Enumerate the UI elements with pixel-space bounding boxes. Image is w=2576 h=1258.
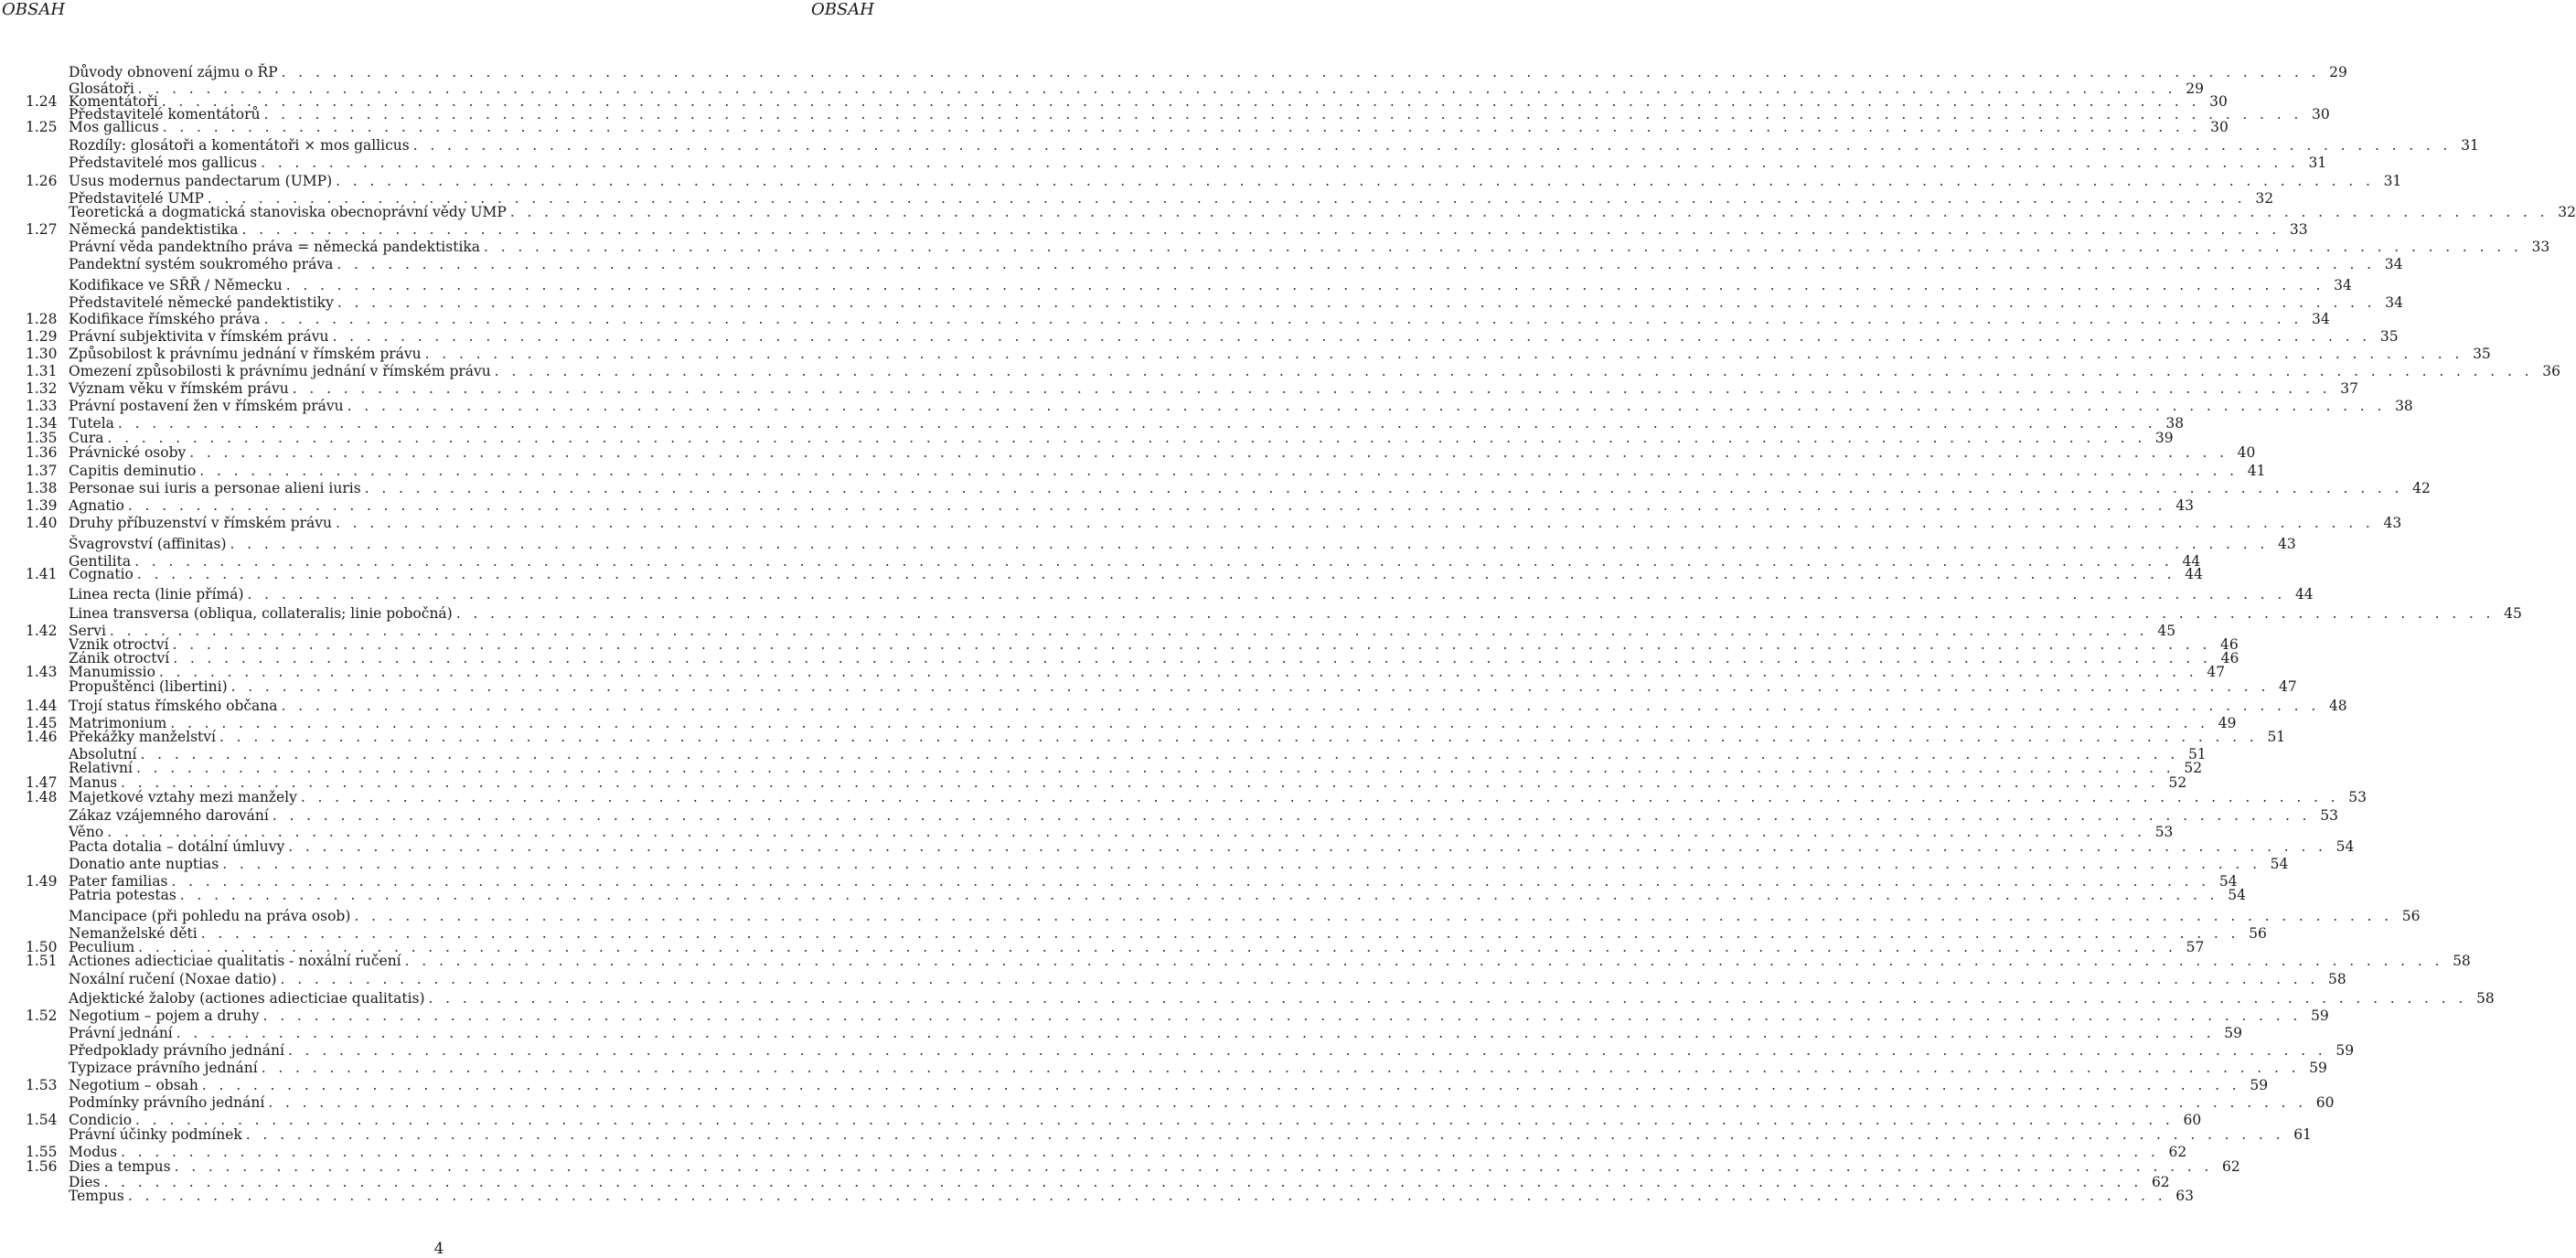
- dot-leader: . . . . . . . . . . . . . . . . . . . . . . . . . . . . . . . . . . . . . . . . . . . . . . . . . . . . . . . . . . . . . . . . . . . . . . . . . . . . . . . . . . . . . . . . . . . . . . . . . . . . . . . . . . . . . . . . . . . . . . . .: [300, 789, 2340, 805]
- toc-entry[interactable]: [26, 807, 2338, 824]
- toc-entry-page: 48: [2328, 698, 2347, 714]
- dot-leader: . . . . . . . . . . . . . . . . . . . . . . . . . . . . . . . . . . . . . . . . . . . . . . . . . . . . . . . . . . . . . . . . . . . . . . . . . . . . . . . . . . . . . . . . . . . . . . . . . . . . . . . . . . . . . . . . . . . . . . . .: [138, 939, 2177, 955]
- dot-leader: . . . . . . . . . . . . . . . . . . . . . . . . . . . . . . . . . . . . . . . . . . . . . . . . . . . . . . . . . . . . . . . . . . . . . . . . . . . . . . . . . . . . . . . . . . . . . . . . . . . . . . . . . . . . . . . . . . . . . . . .: [288, 838, 2327, 855]
- toc-entry-title: Majetkové vztahy mezi manžely: [69, 789, 297, 805]
- toc-entry[interactable]: [26, 908, 2421, 924]
- toc-entry-title: Glosátoři: [69, 80, 134, 97]
- toc-entry-page: 62: [2168, 1144, 2187, 1160]
- toc-entry-title: Tutela: [69, 415, 114, 432]
- toc-entry-page: 29: [2329, 64, 2347, 80]
- toc-entry-title: Noxální ručení (Noxae datio): [69, 971, 277, 987]
- toc-entry-title: Právní věda pandektního práva = německá pandektistika: [69, 239, 481, 255]
- toc-entry[interactable]: [26, 497, 2195, 514]
- toc-entry-title: Servi: [69, 623, 106, 639]
- toc-entry-page: 59: [2336, 1042, 2355, 1059]
- toc-entry-title: Vznik otroctví: [69, 636, 169, 653]
- toc-entry[interactable]: [26, 398, 2413, 414]
- toc-entry-title: Capitis deminutio: [69, 463, 197, 479]
- toc-entry-title: Usus modernus pandectarum (UMP): [69, 173, 333, 189]
- dot-leader: . . . . . . . . . . . . . . . . . . . . . . . . . . . . . . . . . . . . . . . . . . . . . . . . . . . . . . . . . . . . . . . . . . . . . . . . . . . . . . . . . . . . . . . . . . . . . . . . . . . . . . . . . . . . . . . . . . . . . . . .: [404, 953, 2443, 969]
- toc-entry-title: Omezení způsobilosti k právnímu jednání v římském právu: [69, 363, 491, 379]
- toc-entry-page: 33: [2289, 221, 2308, 238]
- toc-entry-page: 59: [2309, 1060, 2327, 1076]
- toc-entry-number: 1.54: [26, 1112, 58, 1128]
- dot-leader: . . . . . . . . . . . . . . . . . . . . . . . . . . . . . . . . . . . . . . . . . . . . . . . . . . . . . . . . . . . . . . . . . . . . . . . . . . . . . . . . . . . . . . . . . . . . . . . . . . . . . . . . . . . . . . . . . . . . . . . .: [261, 1060, 2300, 1076]
- toc-entry-title: Condicio: [69, 1112, 133, 1128]
- dot-leader: . . . . . . . . . . . . . . . . . . . . . . . . . . . . . . . . . . . . . . . . . . . . . . . . . . . . . . . . . . . . . . . . . . . . . . . . . . . . . . . . . . . . . . . . . . . . . . . . . . . . . . . . . . . . . . . . . . . . . . . .: [109, 623, 2149, 639]
- dot-leader: . . . . . . . . . . . . . . . . . . . . . . . . . . . . . . . . . . . . . . . . . . . . . . . . . . . . . . . . . . . . . . . . . . . . . . . . . . . . . . . . . . . . . . . . . . . . . . . . . . . . . . . . . . . . . . . . . . . . . . . .: [245, 1126, 2284, 1143]
- toc-entry[interactable]: [26, 463, 2266, 479]
- toc-entry-title: Linea recta (linie přímá): [69, 586, 244, 602]
- toc-entry[interactable]: [26, 277, 2352, 293]
- toc-entry-title: Modus: [69, 1144, 118, 1160]
- toc-entry[interactable]: [26, 204, 2576, 220]
- dot-leader: . . . . . . . . . . . . . . . . . . . . . . . . . . . . . . . . . . . . . . . . . . . . . . . . . . . . . . . . . . . . . . . . . . . . . . . . . . . . . . . . . . . . . . . . . . . . . . . . . . . . . . . . . . . . . . . . . . . . . . . .: [230, 678, 2270, 695]
- toc-entry-number: 1.24: [26, 93, 58, 110]
- dot-leader: . . . . . . . . . . . . . . . . . . . . . . . . . . . . . . . . . . . . . . . . . . . . . . . . . . . . . . . . . . . . . . . . . . . . . . . . . . . . . . . . . . . . . . . . . . . . . . . . . . . . . . . . . . . . . . . . . . . . . . . .: [176, 1025, 2215, 1041]
- toc-entry[interactable]: [26, 444, 2256, 461]
- dot-leader: . . . . . . . . . . . . . . . . . . . . . . . . . . . . . . . . . . . . . . . . . . . . . . . . . . . . . . . . . . . . . . . . . . . . . . . . . . . . . . . . . . . . . . . . . . . . . . . . . . . . . . . . . . . . . . . . . . . . . . . .: [281, 698, 2320, 714]
- toc-entry[interactable]: [26, 729, 2286, 745]
- toc-entry-title: Manumissio: [69, 664, 155, 680]
- dot-leader: . . . . . . . . . . . . . . . . . . . . . . . . . . . . . . . . . . . . . . . . . . . . . . . . . . . . . . . . . . . . . . . . . . . . . . . . . . . . . . . . . . . . . . . . . . . . . . . . . . . . . . . . . . . . . . . . . . . . . . . .: [170, 715, 2209, 731]
- header-right: OBSAH: [810, 0, 874, 19]
- toc-entry-title: Právní jednání: [69, 1025, 173, 1041]
- dot-leader: . . . . . . . . . . . . . . . . . . . . . . . . . . . . . . . . . . . . . . . . . . . . . . . . . . . . . . . . . . . . . . . . . . . . . . . . . . . . . . . . . . . . . . . . . . . . . . . . . . . . . . . . . . . . . . . . . . . . . . . .: [263, 106, 2303, 123]
- toc-entry-title: Pacta dotalia – dotální úmluvy: [69, 838, 285, 855]
- toc-entry-page: 44: [2294, 586, 2314, 602]
- dot-leader: . . . . . . . . . . . . . . . . . . . . . . . . . . . . . . . . . . . . . . . . . . . . . . . . . . . . . . . . . . . . . . . . . . . . . . . . . . . . . . . . . . . . . . . . . . . . . . . . . . . . . . . . . . . . . . . . . . . . . . . .: [336, 173, 2375, 189]
- toc-entry[interactable]: [26, 363, 2560, 379]
- toc-entry-page: 53: [2348, 789, 2368, 805]
- toc-entry-title: Právní postavení žen v římském právu: [69, 398, 344, 414]
- dot-leader: . . . . . . . . . . . . . . . . . . . . . . . . . . . . . . . . . . . . . . . . . . . . . . . . . . . . . . . . . . . . . . . . . . . . . . . . . . . . . . . . . . . . . . . . . . . . . . . . . . . . . . . . . . . . . . . . . . . . . . . .: [332, 328, 2371, 345]
- toc-entry-title: Propuštěnci (libertini): [69, 678, 228, 695]
- toc-entry-title: Peculium: [69, 939, 135, 955]
- toc-entry-title: Cognatio: [69, 566, 134, 582]
- toc-entry-page: 32: [2558, 204, 2576, 220]
- dot-leader: . . . . . . . . . . . . . . . . . . . . . . . . . . . . . . . . . . . . . . . . . . . . . . . . . . . . . . . . . . . . . . . . . . . . . . . . . . . . . . . . . . . . . . . . . . . . . . . . . . . . . . . . . . . . . . . . . . . . . . . .: [137, 80, 2176, 97]
- toc-entry-page: 56: [2249, 925, 2267, 942]
- toc-entry-number: 1.26: [26, 173, 58, 189]
- toc-entry[interactable]: [26, 605, 2522, 622]
- toc-entry-title: Rozdíly: glosátoři a komentátoři × mos gallicus: [69, 137, 410, 154]
- toc-entry-number: 1.31: [26, 363, 58, 379]
- toc-entry-title: Negotium – pojem a druhy: [69, 1007, 260, 1024]
- toc-entry-title: Právní účinky podmínek: [69, 1126, 242, 1143]
- dot-leader: . . . . . . . . . . . . . . . . . . . . . . . . . . . . . . . . . . . . . . . . . . . . . . . . . . . . . . . . . . . . . . . . . . . . . . . . . . . . . . . . . . . . . . . . . . . . . . . . . . . . . . . . . . . . . . . . . . . . . . . .: [135, 1112, 2175, 1128]
- toc-entry-number: 1.44: [26, 698, 58, 714]
- toc-entry-title: Švagrovství (affinitas): [69, 536, 227, 552]
- dot-leader: . . . . . . . . . . . . . . . . . . . . . . . . . . . . . . . . . . . . . . . . . . . . . . . . . . . . . . . . . . . . . . . . . . . . . . . . . . . . . . . . . . . . . . . . . . . . . . . . . . . . . . . . . . . . . . . . . . . . . . . .: [494, 363, 2533, 379]
- toc-entry-number: 1.32: [26, 380, 58, 397]
- toc-entry-number: 1.49: [26, 873, 58, 890]
- toc-entry-number: 1.42: [26, 623, 58, 639]
- toc-entry-number: 1.34: [26, 415, 58, 432]
- dot-leader: . . . . . . . . . . . . . . . . . . . . . . . . . . . . . . . . . . . . . . . . . . . . . . . . . . . . . . . . . . . . . . . . . . . . . . . . . . . . . . . . . . . . . . . . . . . . . . . . . . . . . . . . . . . . . . . . . . . . . . . .: [173, 650, 2212, 666]
- toc-entry-title: Linea transversa (obliqua, collateralis; linie pobočná): [69, 605, 453, 622]
- toc-entry-number: 1.29: [26, 328, 58, 345]
- dot-leader: . . . . . . . . . . . . . . . . . . . . . . . . . . . . . . . . . . . . . . . . . . . . . . . . . . . . . . . . . . . . . . . . . . . . . . . . . . . . . . . . . . . . . . . . . . . . . . . . . . . . . . . . . . . . . . . . . . . . . . . .: [287, 1042, 2327, 1059]
- toc-entry-number: 1.53: [26, 1077, 58, 1093]
- dot-leader: . . . . . . . . . . . . . . . . . . . . . . . . . . . . . . . . . . . . . . . . . . . . . . . . . . . . . . . . . . . . . . . . . . . . . . . . . . . . . . . . . . . . . . . . . . . . . . . . . . . . . . . . . . . . . . . . . . . . . . . .: [199, 463, 2239, 479]
- toc-entry-title: Kodifikace římského práva: [69, 311, 261, 327]
- dot-leader: . . . . . . . . . . . . . . . . . . . . . . . . . . . . . . . . . . . . . . . . . . . . . . . . . . . . . . . . . . . . . . . . . . . . . . . . . . . . . . . . . . . . . . . . . . . . . . . . . . . . . . . . . . . . . . . . . . . . . . . .: [347, 398, 2386, 414]
- toc-entry[interactable]: [26, 1007, 2329, 1024]
- toc-entry-page: 54: [2336, 838, 2355, 855]
- toc-entry-title: Gentilita: [69, 553, 132, 570]
- toc-entry-title: Zákaz vzájemného darování: [69, 807, 269, 824]
- dot-leader: . . . . . . . . . . . . . . . . . . . . . . . . . . . . . . . . . . . . . . . . . . . . . . . . . . . . . . . . . . . . . . . . . . . . . . . . . . . . . . . . . . . . . . . . . . . . . . . . . . . . . . . . . . . . . . . . . . . . . . . .: [247, 586, 2286, 602]
- toc-entry-title: Představitelé německé pandektistiky: [69, 294, 334, 311]
- toc-entry-page: 30: [2210, 119, 2229, 135]
- toc-entry-page: 42: [2412, 480, 2431, 496]
- dot-leader: . . . . . . . . . . . . . . . . . . . . . . . . . . . . . . . . . . . . . . . . . . . . . . . . . . . . . . . . . . . . . . . . . . . . . . . . . . . . . . . . . . . . . . . . . . . . . . . . . . . . . . . . . . . . . . . . . . . . . . . .: [455, 605, 2495, 622]
- toc-entry-page: 41: [2247, 463, 2266, 479]
- toc-entry[interactable]: [26, 173, 2402, 189]
- toc-entry-title: Actiones adiecticiae qualitatis - noxální ručení: [69, 953, 401, 969]
- toc-entry-title: Překážky manželství: [69, 729, 217, 745]
- toc-entry-number: 1.52: [26, 1007, 58, 1024]
- toc-entry-page: 59: [2250, 1077, 2269, 1093]
- toc-entry[interactable]: [26, 328, 2399, 345]
- toc-entry-title: Manus: [69, 774, 118, 791]
- toc-entry-page: 45: [2157, 623, 2176, 639]
- toc-entry-number: 1.48: [26, 789, 58, 805]
- toc-entry-number: 1.46: [26, 729, 58, 745]
- toc-entry-title: Adjektické žaloby (actiones adiecticiae qualitatis): [69, 990, 425, 1007]
- toc-entry-page: 45: [2504, 605, 2522, 622]
- toc-entry[interactable]: [26, 566, 2204, 582]
- toc-entry-page: 47: [2207, 664, 2226, 680]
- toc-entry-title: Patria potestas: [69, 887, 176, 903]
- toc-entry-page: 62: [2151, 1174, 2170, 1190]
- dot-leader: . . . . . . . . . . . . . . . . . . . . . . . . . . . . . . . . . . . . . . . . . . . . . . . . . . . . . . . . . . . . . . . . . . . . . . . . . . . . . . . . . . . . . . . . . . . . . . . . . . . . . . . . . . . . . . . . . . . . . . . .: [200, 925, 2239, 942]
- toc-entry-number: 1.27: [26, 221, 58, 238]
- dot-leader: . . . . . . . . . . . . . . . . . . . . . . . . . . . . . . . . . . . . . . . . . . . . . . . . . . . . . . . . . . . . . . . . . . . . . . . . . . . . . . . . . . . . . . . . . . . . . . . . . . . . . . . . . . . . . . . . . . . . . . . .: [117, 415, 2157, 432]
- toc-entry-title: Představitelé mos gallicus: [69, 155, 258, 171]
- toc-entry[interactable]: [26, 1025, 2242, 1041]
- dot-leader: . . . . . . . . . . . . . . . . . . . . . . . . . . . . . . . . . . . . . . . . . . . . . . . . . . . . . . . . . . . . . . . . . . . . . . . . . . . . . . . . . . . . . . . . . . . . . . . . . . . . . . . . . . . . . . . . . . . . . . . .: [174, 1158, 2213, 1175]
- dot-leader: . . . . . . . . . . . . . . . . . . . . . . . . . . . . . . . . . . . . . . . . . . . . . . . . . . . . . . . . . . . . . . . . . . . . . . . . . . . . . . . . . . . . . . . . . . . . . . . . . . . . . . . . . . . . . . . . . . . . . . . .: [201, 1077, 2241, 1093]
- toc-entry-page: 34: [2384, 256, 2403, 272]
- toc-entry-number: 1.55: [26, 1144, 58, 1160]
- toc-entry-title: Personae sui iuris a personae alieni iuris: [69, 480, 361, 496]
- toc-entry-title: Typizace právního jednání: [69, 1060, 258, 1076]
- toc-entry-page: 62: [2222, 1158, 2240, 1175]
- toc-entry[interactable]: [26, 155, 2327, 171]
- toc-entry-page: 29: [2186, 80, 2204, 97]
- toc-entry-number: 1.45: [26, 715, 58, 731]
- toc-entry-page: 46: [2219, 636, 2239, 653]
- toc-entry-title: Tempus: [69, 1188, 124, 1204]
- toc-entry[interactable]: [26, 119, 2229, 135]
- toc-entry-page: 35: [2379, 328, 2399, 345]
- dot-leader: . . . . . . . . . . . . . . . . . . . . . . . . . . . . . . . . . . . . . . . . . . . . . . . . . . . . . . . . . . . . . . . . . . . . . . . . . . . . . . . . . . . . . . . . . . . . . . . . . . . . . . . . . . . . . . . . . . . . . . . .: [484, 239, 2523, 255]
- toc-entry-number: 1.43: [26, 664, 58, 680]
- toc-entry[interactable]: [26, 1126, 2312, 1143]
- toc-entry-page: 58: [2328, 971, 2346, 987]
- toc-entry[interactable]: [26, 380, 2358, 397]
- toc-entry[interactable]: [26, 586, 2314, 602]
- dot-leader: . . . . . . . . . . . . . . . . . . . . . . . . . . . . . . . . . . . . . . . . . . . . . . . . . . . . . . . . . . . . . . . . . . . . . . . . . . . . . . . . . . . . . . . . . . . . . . . . . . . . . . . . . . . . . . . . . . . . . . . .: [127, 497, 2167, 514]
- toc-entry-title: Agnatio: [69, 497, 124, 514]
- toc-entry-number: 1.33: [26, 398, 58, 414]
- dot-leader: . . . . . . . . . . . . . . . . . . . . . . . . . . . . . . . . . . . . . . . . . . . . . . . . . . . . . . . . . . . . . . . . . . . . . . . . . . . . . . . . . . . . . . . . . . . . . . . . . . . . . . . . . . . . . . . . . . . . . . . .: [103, 1174, 2143, 1190]
- toc-entry[interactable]: [26, 256, 2403, 272]
- toc-entry[interactable]: [26, 698, 2347, 714]
- toc-entry[interactable]: [26, 346, 2491, 362]
- toc-entry[interactable]: [26, 838, 2355, 855]
- toc-entry-title: Právnické osoby: [69, 444, 187, 461]
- toc-entry-number: 1.51: [26, 953, 58, 969]
- dot-leader: . . . . . . . . . . . . . . . . . . . . . . . . . . . . . . . . . . . . . . . . . . . . . . . . . . . . . . . . . . . . . . . . . . . . . . . . . . . . . . . . . . . . . . . . . . . . . . . . . . . . . . . . . . . . . . . . . . . . . . . .: [262, 1007, 2302, 1024]
- dot-leader: . . . . . . . . . . . . . . . . . . . . . . . . . . . . . . . . . . . . . . . . . . . . . . . . . . . . . . . . . . . . . . . . . . . . . . . . . . . . . . . . . . . . . . . . . . . . . . . . . . . . . . . . . . . . . . . . . . . . . . . .: [336, 515, 2375, 531]
- dot-leader: . . . . . . . . . . . . . . . . . . . . . . . . . . . . . . . . . . . . . . . . . . . . . . . . . . . . . . . . . . . . . . . . . . . . . . . . . . . . . . . . . . . . . . . . . . . . . . . . . . . . . . . . . . . . . . . . . . . . . . . .: [140, 746, 2179, 762]
- toc-entry-title: Cura: [69, 430, 104, 446]
- toc-entry[interactable]: [26, 515, 2402, 531]
- toc-entry[interactable]: [26, 1077, 2269, 1093]
- toc-entry-number: 1.47: [26, 774, 58, 791]
- dot-leader: . . . . . . . . . . . . . . . . . . . . . . . . . . . . . . . . . . . . . . . . . . . . . . . . . . . . . . . . . . . . . . . . . . . . . . . . . . . . . . . . . . . . . . . . . . . . . . . . . . . . . . . . . . . . . . . . . . . . . . . .: [136, 566, 2176, 582]
- dot-leader: . . . . . . . . . . . . . . . . . . . . . . . . . . . . . . . . . . . . . . . . . . . . . . . . . . . . . . . . . . . . . . . . . . . . . . . . . . . . . . . . . . . . . . . . . . . . . . . . . . . . . . . . . . . . . . . . . . . . . . . .: [281, 64, 2320, 80]
- toc-entry-number: 1.50: [26, 939, 58, 955]
- toc-entry-title: Představitelé UMP: [69, 190, 204, 207]
- toc-entry-page: 58: [2453, 953, 2471, 969]
- toc-entry-page: 33: [2531, 239, 2550, 255]
- toc-entry-title: Představitelé komentátorů: [69, 106, 261, 123]
- toc-entry-page: 60: [2183, 1112, 2202, 1128]
- toc-entry-title: Kodifikace ve SŘŘ / Německu: [69, 277, 283, 293]
- dot-leader: . . . . . . . . . . . . . . . . . . . . . . . . . . . . . . . . . . . . . . . . . . . . . . . . . . . . . . . . . . . . . . . . . . . . . . . . . . . . . . . . . . . . . . . . . . . . . . . . . . . . . . . . . . . . . . . . . . . . . . . .: [107, 430, 2146, 446]
- dot-leader: . . . . . . . . . . . . . . . . . . . . . . . . . . . . . . . . . . . . . . . . . . . . . . . . . . . . . . . . . . . . . . . . . . . . . . . . . . . . . . . . . . . . . . . . . . . . . . . . . . . . . . . . . . . . . . . . . . . . . . . .: [263, 311, 2303, 327]
- toc-entry-title: Význam věku v římském právu: [69, 380, 289, 397]
- toc-entry-page: 58: [2475, 990, 2495, 1007]
- toc-entry-page: 34: [2385, 294, 2403, 311]
- toc-entry-page: 43: [2175, 497, 2195, 514]
- toc-entry-page: 54: [2270, 856, 2289, 872]
- dot-leader: . . . . . . . . . . . . . . . . . . . . . . . . . . . . . . . . . . . . . . . . . . . . . . . . . . . . . . . . . . . . . . . . . . . . . . . . . . . . . . . . . . . . . . . . . . . . . . . . . . . . . . . . . . . . . . . . . . . . . . . .: [134, 553, 2174, 570]
- toc-entry[interactable]: [26, 856, 2289, 872]
- dot-leader: . . . . . . . . . . . . . . . . . . . . . . . . . . . . . . . . . . . . . . . . . . . . . . . . . . . . . . . . . . . . . . . . . . . . . . . . . . . . . . . . . . . . . . . . . . . . . . . . . . . . . . . . . . . . . . . . . . . . . . . .: [424, 346, 2464, 362]
- toc-entry[interactable]: [26, 1158, 2240, 1175]
- toc-entry-page: 34: [2311, 311, 2330, 327]
- toc-entry[interactable]: [26, 480, 2431, 496]
- toc-entry-number: 1.35: [26, 430, 58, 446]
- toc-entry[interactable]: [26, 887, 2246, 903]
- toc-entry-title: Negotium – obsah: [69, 1077, 198, 1093]
- toc-entry[interactable]: [26, 953, 2471, 969]
- dot-leader: . . . . . . . . . . . . . . . . . . . . . . . . . . . . . . . . . . . . . . . . . . . . . . . . . . . . . . . . . . . . . . . . . . . . . . . . . . . . . . . . . . . . . . . . . . . . . . . . . . . . . . . . . . . . . . . . . . . . . . . .: [354, 908, 2393, 924]
- toc-entry-page: 44: [2182, 553, 2201, 570]
- toc-entry-page: 59: [2310, 1007, 2329, 1024]
- toc-entry-title: Relativní: [69, 760, 133, 776]
- dot-leader: . . . . . . . . . . . . . . . . . . . . . . . . . . . . . . . . . . . . . . . . . . . . . . . . . . . . . . . . . . . . . . . . . . . . . . . . . . . . . . . . . . . . . . . . . . . . . . . . . . . . . . . . . . . . . . . . . . . . . . . .: [428, 990, 2467, 1007]
- toc-entry-page: 43: [2383, 515, 2402, 531]
- toc-entry-page: 52: [2184, 760, 2203, 776]
- toc-entry-page: 39: [2154, 430, 2174, 446]
- toc-entry-page: 35: [2473, 346, 2491, 362]
- dot-leader: . . . . . . . . . . . . . . . . . . . . . . . . . . . . . . . . . . . . . . . . . . . . . . . . . . . . . . . . . . . . . . . . . . . . . . . . . . . . . . . . . . . . . . . . . . . . . . . . . . . . . . . . . . . . . . . . . . . . . . . .: [121, 1144, 2160, 1160]
- dot-leader: . . . . . . . . . . . . . . . . . . . . . . . . . . . . . . . . . . . . . . . . . . . . . . . . . . . . . . . . . . . . . . . . . . . . . . . . . . . . . . . . . . . . . . . . . . . . . . . . . . . . . . . . . . . . . . . . . . . . . . . .: [189, 444, 2229, 461]
- table-of-contents: [26, 64, 2576, 1204]
- dot-leader: . . . . . . . . . . . . . . . . . . . . . . . . . . . . . . . . . . . . . . . . . . . . . . . . . . . . . . . . . . . . . . . . . . . . . . . . . . . . . . . . . . . . . . . . . . . . . . . . . . . . . . . . . . . . . . . . . . . . . . . .: [285, 277, 2325, 293]
- toc-entry-number: 1.38: [26, 480, 58, 496]
- toc-entry-page: 54: [2218, 873, 2238, 890]
- dot-leader: . . . . . . . . . . . . . . . . . . . . . . . . . . . . . . . . . . . . . . . . . . . . . . . . . . . . . . . . . . . . . . . . . . . . . . . . . . . . . . . . . . . . . . . . . . . . . . . . . . . . . . . . . . . . . . . . . . . . . . . .: [268, 1094, 2307, 1111]
- toc-entry-number: 1.40: [26, 515, 58, 531]
- dot-leader: . . . . . . . . . . . . . . . . . . . . . . . . . . . . . . . . . . . . . . . . . . . . . . . . . . . . . . . . . . . . . . . . . . . . . . . . . . . . . . . . . . . . . . . . . . . . . . . . . . . . . . . . . . . . . . . . . . . . . . . .: [509, 204, 2549, 220]
- toc-entry-page: 51: [2267, 729, 2286, 745]
- toc-entry-page: 37: [2340, 380, 2358, 397]
- toc-entry[interactable]: [26, 64, 2347, 80]
- dot-leader: . . . . . . . . . . . . . . . . . . . . . . . . . . . . . . . . . . . . . . . . . . . . . . . . . . . . . . . . . . . . . . . . . . . . . . . . . . . . . . . . . . . . . . . . . . . . . . . . . . . . . . . . . . . . . . . . . . . . . . . .: [222, 856, 2261, 872]
- dot-leader: . . . . . . . . . . . . . . . . . . . . . . . . . . . . . . . . . . . . . . . . . . . . . . . . . . . . . . . . . . . . . . . . . . . . . . . . . . . . . . . . . . . . . . . . . . . . . . . . . . . . . . . . . . . . . . . . . . . . . . . .: [280, 971, 2319, 987]
- toc-entry-title: Nemanželské děti: [69, 925, 198, 942]
- toc-entry-title: Trojí status římského občana: [69, 698, 278, 714]
- toc-entry-page: 52: [2168, 774, 2187, 791]
- toc-entry-page: 36: [2542, 363, 2560, 379]
- page-number: 4: [433, 1240, 444, 1258]
- toc-entry-page: 40: [2237, 444, 2256, 461]
- toc-entry-title: Právní subjektivita v římském právu: [69, 328, 329, 345]
- toc-entry-title: Pandektní systém soukromého práva: [69, 256, 334, 272]
- toc-entry-title: Mos gallicus: [69, 119, 159, 135]
- toc-entry-page: 31: [2383, 173, 2402, 189]
- toc-entry-page: 34: [2334, 277, 2352, 293]
- toc-entry-page: 53: [2320, 807, 2338, 824]
- toc-entry[interactable]: [26, 678, 2297, 695]
- toc-entry[interactable]: [26, 990, 2495, 1007]
- dot-leader: . . . . . . . . . . . . . . . . . . . . . . . . . . . . . . . . . . . . . . . . . . . . . . . . . . . . . . . . . . . . . . . . . . . . . . . . . . . . . . . . . . . . . . . . . . . . . . . . . . . . . . . . . . . . . . . . . . . . . . . .: [412, 137, 2452, 154]
- running-header: [0, 0, 878, 22]
- toc-entry-page: 31: [2461, 137, 2479, 154]
- dot-leader: . . . . . . . . . . . . . . . . . . . . . . . . . . . . . . . . . . . . . . . . . . . . . . . . . . . . . . . . . . . . . . . . . . . . . . . . . . . . . . . . . . . . . . . . . . . . . . . . . . . . . . . . . . . . . . . . . . . . . . . .: [171, 873, 2210, 890]
- dot-leader: . . . . . . . . . . . . . . . . . . . . . . . . . . . . . . . . . . . . . . . . . . . . . . . . . . . . . . . . . . . . . . . . . . . . . . . . . . . . . . . . . . . . . . . . . . . . . . . . . . . . . . . . . . . . . . . . . . . . . . . .: [121, 774, 2160, 791]
- toc-entry[interactable]: [26, 789, 2368, 805]
- toc-entry[interactable]: [26, 1188, 2195, 1204]
- toc-entry-page: 31: [2308, 155, 2327, 171]
- toc-entry-number: 1.36: [26, 444, 58, 461]
- toc-entry-page: 59: [2224, 1025, 2242, 1041]
- toc-entry-page: 44: [2185, 566, 2204, 582]
- toc-entry-page: 54: [2228, 887, 2246, 903]
- toc-entry[interactable]: [26, 221, 2308, 238]
- dot-leader: . . . . . . . . . . . . . . . . . . . . . . . . . . . . . . . . . . . . . . . . . . . . . . . . . . . . . . . . . . . . . . . . . . . . . . . . . . . . . . . . . . . . . . . . . . . . . . . . . . . . . . . . . . . . . . . . . . . . . . . .: [172, 636, 2211, 653]
- toc-entry-number: 1.41: [26, 566, 58, 582]
- toc-entry[interactable]: [26, 1042, 2355, 1059]
- toc-entry[interactable]: [26, 311, 2330, 327]
- toc-entry-page: 51: [2187, 746, 2207, 762]
- dot-leader: . . . . . . . . . . . . . . . . . . . . . . . . . . . . . . . . . . . . . . . . . . . . . . . . . . . . . . . . . . . . . . . . . . . . . . . . . . . . . . . . . . . . . . . . . . . . . . . . . . . . . . . . . . . . . . . . . . . . . . . .: [219, 729, 2259, 745]
- toc-entry-page: 53: [2154, 824, 2174, 840]
- toc-entry-page: 30: [2209, 93, 2228, 110]
- toc-entry-page: 43: [2277, 536, 2296, 552]
- toc-entry-page: 38: [2395, 398, 2413, 414]
- dot-leader: . . . . . . . . . . . . . . . . . . . . . . . . . . . . . . . . . . . . . . . . . . . . . . . . . . . . . . . . . . . . . . . . . . . . . . . . . . . . . . . . . . . . . . . . . . . . . . . . . . . . . . . . . . . . . . . . . . . . . . . .: [158, 664, 2198, 680]
- toc-entry[interactable]: [26, 294, 2403, 311]
- toc-entry[interactable]: [26, 137, 2479, 154]
- dot-leader: . . . . . . . . . . . . . . . . . . . . . . . . . . . . . . . . . . . . . . . . . . . . . . . . . . . . . . . . . . . . . . . . . . . . . . . . . . . . . . . . . . . . . . . . . . . . . . . . . . . . . . . . . . . . . . . . . . . . . . . .: [161, 93, 2200, 110]
- toc-entry-page: 46: [2220, 650, 2239, 666]
- dot-leader: . . . . . . . . . . . . . . . . . . . . . . . . . . . . . . . . . . . . . . . . . . . . . . . . . . . . . . . . . . . . . . . . . . . . . . . . . . . . . . . . . . . . . . . . . . . . . . . . . . . . . . . . . . . . . . . . . . . . . . . .: [292, 380, 2331, 397]
- toc-entry-title: Dies: [69, 1174, 101, 1190]
- dot-leader: . . . . . . . . . . . . . . . . . . . . . . . . . . . . . . . . . . . . . . . . . . . . . . . . . . . . . . . . . . . . . . . . . . . . . . . . . . . . . . . . . . . . . . . . . . . . . . . . . . . . . . . . . . . . . . . . . . . . . . . .: [261, 155, 2300, 171]
- toc-entry-number: 1.39: [26, 497, 58, 514]
- toc-entry-page: 49: [2218, 715, 2237, 731]
- toc-entry-page: 32: [2255, 190, 2274, 207]
- dot-leader: . . . . . . . . . . . . . . . . . . . . . . . . . . . . . . . . . . . . . . . . . . . . . . . . . . . . . . . . . . . . . . . . . . . . . . . . . . . . . . . . . . . . . . . . . . . . . . . . . . . . . . . . . . . . . . . . . . . . . . . .: [207, 190, 2247, 207]
- toc-entry-title: Zánik otroctví: [69, 650, 170, 666]
- toc-entry-number: 1.56: [26, 1158, 58, 1175]
- toc-entry-title: Donatio ante nuptias: [69, 856, 219, 872]
- toc-entry-title: Druhy příbuzenství v římském právu: [69, 515, 333, 531]
- toc-entry[interactable]: [26, 1060, 2327, 1076]
- toc-entry-title: Předpoklady právního jednání: [69, 1042, 284, 1059]
- toc-entry-page: 38: [2165, 415, 2185, 432]
- toc-entry-title: Teoretická a dogmatická stanoviska obecnoprávní vědy UMP: [69, 204, 507, 220]
- toc-entry-page: 47: [2279, 678, 2297, 695]
- toc-entry-title: Německá pandektistika: [69, 221, 239, 238]
- toc-entry-page: 30: [2311, 106, 2330, 123]
- dot-leader: . . . . . . . . . . . . . . . . . . . . . . . . . . . . . . . . . . . . . . . . . . . . . . . . . . . . . . . . . . . . . . . . . . . . . . . . . . . . . . . . . . . . . . . . . . . . . . . . . . . . . . . . . . . . . . . . . . . . . . . .: [135, 760, 2175, 776]
- toc-entry-page: 63: [2175, 1188, 2195, 1204]
- toc-entry[interactable]: [26, 971, 2346, 987]
- toc-entry-title: Dies a tempus: [69, 1158, 171, 1175]
- toc-entry-number: 1.30: [26, 346, 58, 362]
- header-left: OBSAH: [2, 0, 66, 19]
- toc-entry-title: Matrimonium: [69, 715, 167, 731]
- dot-leader: . . . . . . . . . . . . . . . . . . . . . . . . . . . . . . . . . . . . . . . . . . . . . . . . . . . . . . . . . . . . . . . . . . . . . . . . . . . . . . . . . . . . . . . . . . . . . . . . . . . . . . . . . . . . . . . . . . . . . . . .: [107, 824, 2146, 840]
- dot-leader: . . . . . . . . . . . . . . . . . . . . . . . . . . . . . . . . . . . . . . . . . . . . . . . . . . . . . . . . . . . . . . . . . . . . . . . . . . . . . . . . . . . . . . . . . . . . . . . . . . . . . . . . . . . . . . . . . . . . . . . .: [179, 887, 2218, 903]
- dot-leader: . . . . . . . . . . . . . . . . . . . . . . . . . . . . . . . . . . . . . . . . . . . . . . . . . . . . . . . . . . . . . . . . . . . . . . . . . . . . . . . . . . . . . . . . . . . . . . . . . . . . . . . . . . . . . . . . . . . . . . . .: [337, 256, 2376, 272]
- dot-leader: . . . . . . . . . . . . . . . . . . . . . . . . . . . . . . . . . . . . . . . . . . . . . . . . . . . . . . . . . . . . . . . . . . . . . . . . . . . . . . . . . . . . . . . . . . . . . . . . . . . . . . . . . . . . . . . . . . . . . . . .: [127, 1188, 2167, 1204]
- toc-entry-number: 1.28: [26, 311, 58, 327]
- dot-leader: . . . . . . . . . . . . . . . . . . . . . . . . . . . . . . . . . . . . . . . . . . . . . . . . . . . . . . . . . . . . . . . . . . . . . . . . . . . . . . . . . . . . . . . . . . . . . . . . . . . . . . . . . . . . . . . . . . . . . . . .: [241, 221, 2281, 238]
- toc-entry-title: Komentátoři: [69, 93, 158, 110]
- toc-entry-page: 60: [2315, 1094, 2335, 1111]
- toc-entry-title: Způsobilost k právnímu jednání v římském právu: [69, 346, 422, 362]
- toc-entry[interactable]: [26, 239, 2550, 255]
- toc-entry[interactable]: [26, 1094, 2335, 1111]
- toc-entry-page: 56: [2401, 908, 2421, 924]
- toc-entry-number: 1.25: [26, 119, 58, 135]
- toc-entry-title: Věno: [69, 824, 104, 840]
- dot-leader: . . . . . . . . . . . . . . . . . . . . . . . . . . . . . . . . . . . . . . . . . . . . . . . . . . . . . . . . . . . . . . . . . . . . . . . . . . . . . . . . . . . . . . . . . . . . . . . . . . . . . . . . . . . . . . . . . . . . . . . .: [230, 536, 2269, 552]
- dot-leader: . . . . . . . . . . . . . . . . . . . . . . . . . . . . . . . . . . . . . . . . . . . . . . . . . . . . . . . . . . . . . . . . . . . . . . . . . . . . . . . . . . . . . . . . . . . . . . . . . . . . . . . . . . . . . . . . . . . . . . . .: [162, 119, 2201, 135]
- toc-entry-title: Absolutní: [69, 746, 137, 762]
- toc-entry-title: Mancipace (při pohledu na práva osob): [69, 908, 351, 924]
- toc-entry-page: 57: [2186, 939, 2205, 955]
- toc-entry-page: 61: [2293, 1126, 2312, 1143]
- dot-leader: . . . . . . . . . . . . . . . . . . . . . . . . . . . . . . . . . . . . . . . . . . . . . . . . . . . . . . . . . . . . . . . . . . . . . . . . . . . . . . . . . . . . . . . . . . . . . . . . . . . . . . . . . . . . . . . . . . . . . . . .: [337, 294, 2376, 311]
- dot-leader: . . . . . . . . . . . . . . . . . . . . . . . . . . . . . . . . . . . . . . . . . . . . . . . . . . . . . . . . . . . . . . . . . . . . . . . . . . . . . . . . . . . . . . . . . . . . . . . . . . . . . . . . . . . . . . . . . . . . . . . .: [272, 807, 2311, 824]
- toc-entry[interactable]: [26, 536, 2296, 552]
- dot-leader: . . . . . . . . . . . . . . . . . . . . . . . . . . . . . . . . . . . . . . . . . . . . . . . . . . . . . . . . . . . . . . . . . . . . . . . . . . . . . . . . . . . . . . . . . . . . . . . . . . . . . . . . . . . . . . . . . . . . . . . .: [364, 480, 2403, 496]
- toc-entry-number: 1.37: [26, 463, 58, 479]
- toc-entry-title: Podmínky právního jednání: [69, 1094, 265, 1111]
- toc-entry-title: Pater familias: [69, 873, 168, 890]
- toc-entry-title: Důvody obnovení zájmu o ŘP: [69, 64, 278, 80]
